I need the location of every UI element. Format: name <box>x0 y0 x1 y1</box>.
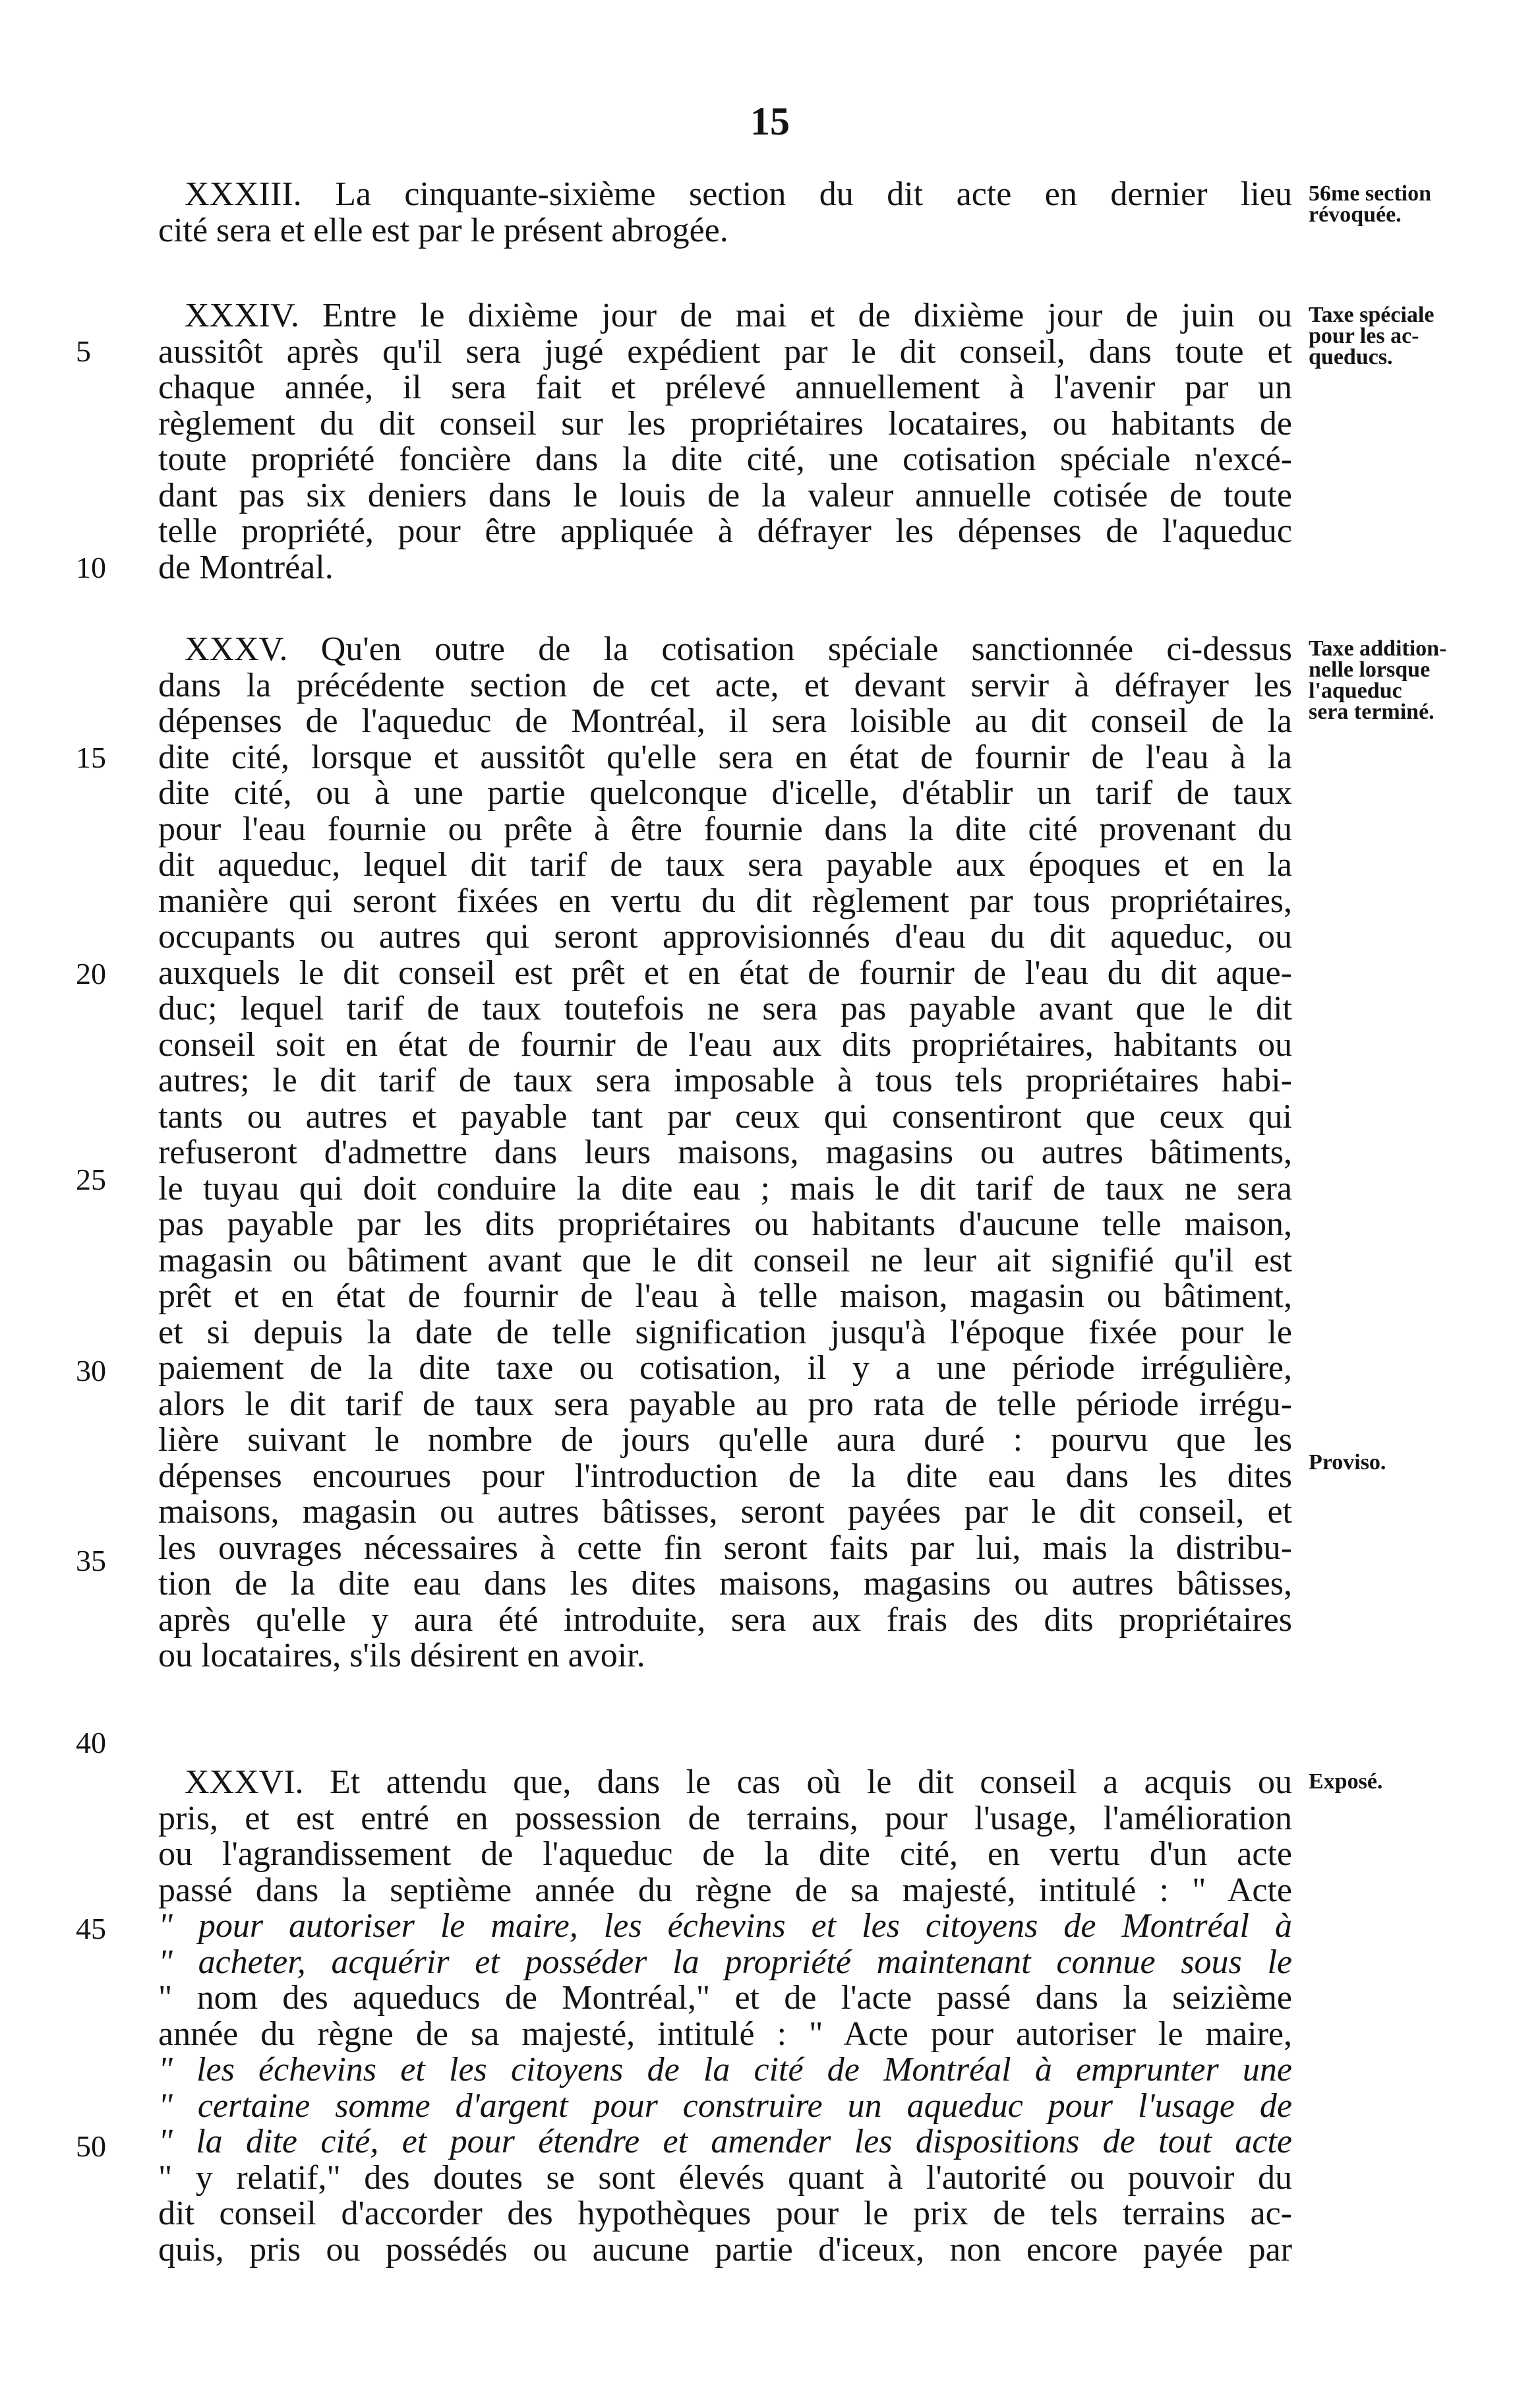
text-line: conseil soit en état de fournir de l'eau aux dits propriétaires, habitants ou <box>158 1025 1292 1064</box>
margin-note-line: révoquée. <box>1309 202 1402 227</box>
section-xxxvi <box>158 1765 1292 2268</box>
page-number: 15 <box>750 100 790 143</box>
text-line: cité sera et elle est par le présent abrogée. <box>158 211 728 249</box>
text-line: " certaine somme d'argent pour construire un aqueduc pour l'usage de <box>158 2087 1292 2125</box>
text-line: paiement de la dite taxe ou cotisation, il y a une période irrégulière, <box>158 1349 1292 1387</box>
text-line: manière qui seront fixées en vertu du dit règlement par tous propriétaires, <box>158 882 1292 920</box>
margin-note-line: Taxe addition- <box>1309 636 1447 661</box>
text-line: et si depuis la date de telle signification jusqu'à l'époque fixée pour le <box>158 1313 1292 1351</box>
text-line: dite cité, ou à une partie quelconque d'icelle, d'établir un tarif de taux <box>158 774 1292 812</box>
text-line: magasin ou bâtiment avant que le dit conseil ne leur ait signifié qu'il est <box>158 1241 1292 1279</box>
margin-note-line: 56me section <box>1309 181 1432 206</box>
margin-note-line: queducs. <box>1309 345 1393 369</box>
text-line: chaque année, il sera fait et prélevé annuellement à l'avenir par un <box>158 369 1292 406</box>
text-line: ou l'agrandissement de l'aqueduc de la dite cité, en vertu d'un acte <box>158 1835 1292 1873</box>
text-line: année du règne de sa majesté, intitulé : " Acte pour autoriser le maire, <box>158 2015 1292 2053</box>
text-line: passé dans la septième année du règne de sa majesté, intitulé : " Acte <box>158 1871 1292 1909</box>
margin-note-line: pour les ac- <box>1309 324 1419 348</box>
margin-note-line: sera terminé. <box>1309 700 1435 724</box>
text-line: " pour autoriser le maire, les échevins et les citoyens de Montréal à <box>158 1907 1292 1945</box>
line-number: 35 <box>76 1544 106 1577</box>
text-line: XXXIV. Entre le dixième jour de mai et de dixième jour de juin ou <box>185 297 1292 334</box>
text-line: " la dite cité, et pour étendre et amender les dispositions de tout acte <box>158 2123 1292 2160</box>
text-line: tion de la dite eau dans les dites maisons, magasins ou autres bâtisses, <box>158 1565 1292 1602</box>
text-line: dite cité, lorsque et aussitôt qu'elle sera en état de fournir de l'eau à la <box>158 738 1292 776</box>
text-line: ou locataires, s'ils désirent en avoir. <box>158 1637 645 1674</box>
text-line: le tuyau qui doit conduire la dite eau ; mais le dit tarif de taux ne sera <box>158 1169 1292 1207</box>
text-line: XXXV. Qu'en outre de la cotisation spéciale sanctionnée ci-dessus <box>185 630 1292 668</box>
margin-note-line: Taxe spéciale <box>1309 303 1435 327</box>
margin-note-line: Exposé. <box>1309 1769 1383 1794</box>
text-line: telle propriété, pour être appliquée à défrayer les dépenses de l'aqueduc <box>158 512 1292 550</box>
line-number: 20 <box>76 957 106 990</box>
margin-note-special-tax <box>1309 305 1526 368</box>
text-line: " acheter, acquérir et posséder la propriété maintenant connue sous le <box>158 1943 1292 1981</box>
text-line: XXXVI. Et attendu que, dans le cas où le dit conseil a acquis ou <box>185 1763 1292 1801</box>
margin-note-line: nelle lorsque <box>1309 657 1431 682</box>
margin-note-proviso <box>1309 1452 1526 1473</box>
margin-note-section-revoked <box>1309 183 1526 226</box>
text-line: dit aqueduc, lequel dit tarif de taux sera payable aux époques et en la <box>158 846 1292 884</box>
text-line: après qu'elle y aura été introduite, sera aux frais des dits propriétaires <box>158 1600 1292 1639</box>
text-line: maisons, magasin ou autres bâtisses, seront payées par le dit conseil, et <box>158 1493 1292 1531</box>
text-line: pris, et est entré en possession de terrains, pour l'usage, l'amélioration <box>158 1799 1292 1837</box>
text-line: dit conseil d'accorder des hypothèques pour le prix de tels terrains ac- <box>158 2195 1292 2232</box>
section-xxxiii <box>158 177 1292 249</box>
line-number: 30 <box>76 1354 106 1387</box>
text-line: dans la précédente section de cet acte, et devant servir à défrayer les <box>158 666 1292 704</box>
text-line: de Montréal. <box>158 548 334 586</box>
line-number: 50 <box>76 2129 106 2163</box>
text-line: les ouvrages nécessaires à cette fin seront faits par lui, mais la distribu- <box>158 1529 1292 1567</box>
text-line: " y relatif," des doutes se sont élevés quant à l'autorité ou pouvoir du <box>158 2158 1292 2197</box>
margin-note-line: Proviso. <box>1309 1450 1386 1475</box>
text-line: occupants ou autres qui seront approvisionnés d'eau du dit aqueduc, ou <box>158 918 1292 956</box>
text-line: prêt et en état de fournir de l'eau à telle maison, magasin ou bâtiment, <box>158 1277 1292 1315</box>
text-line: refuseront d'admettre dans leurs maisons, magasins ou autres bâtiments, <box>158 1134 1292 1171</box>
text-line: auxquels le dit conseil est prêt et en état de fournir de l'eau du dit aque- <box>158 954 1292 992</box>
text-line: tants ou autres et payable tant par ceux qui consentiront que ceux qui <box>158 1097 1292 1136</box>
text-line: toute propriété foncière dans la dite cité, une cotisation spéciale n'excé- <box>158 441 1292 478</box>
text-line: quis, pris ou possédés ou aucune partie d'iceux, non encore payée par <box>158 2230 1292 2269</box>
section-xxxiv <box>158 298 1292 586</box>
text-line: dépenses de l'aqueduc de Montréal, il sera loisible au dit conseil de la <box>158 702 1292 740</box>
line-number: 5 <box>76 334 91 368</box>
text-line: aussitôt après qu'il sera jugé expédient par le dit conseil, dans toute et <box>158 332 1292 371</box>
line-number: 25 <box>76 1163 106 1196</box>
text-line: dant pas six deniers dans le louis de la valeur annuelle cotisée de toute <box>158 476 1292 514</box>
text-line: XXXIII. La cinquante-sixième section du dit acte en dernier lieu <box>185 175 1292 213</box>
line-number: 10 <box>76 551 106 584</box>
text-line: autres; le dit tarif de taux sera imposable à tous tels propriétaires habi- <box>158 1062 1292 1099</box>
text-line: pour l'eau fournie ou prête à être fournie dans la dite cité provenant du <box>158 810 1292 848</box>
margin-note-line: l'aqueduc <box>1309 679 1402 703</box>
text-line: duc; lequel tarif de taux toutefois ne sera pas payable avant que le dit <box>158 990 1292 1027</box>
text-line: lière suivant le nombre de jours qu'elle aura duré : pourvu que les <box>158 1421 1292 1459</box>
margin-note-expose <box>1309 1771 1526 1792</box>
text-line: alors le dit tarif de taux sera payable au pro rata de telle période irrégu- <box>158 1385 1292 1423</box>
line-number: 15 <box>76 741 106 774</box>
text-line: " nom des aqueducs de Montréal," et de l'acte passé dans la seizième <box>158 1979 1292 2017</box>
text-line: règlement du dit conseil sur les propriétaires locataires, ou habitants de <box>158 404 1292 442</box>
line-number: 40 <box>76 1726 106 1759</box>
margin-note-additional-tax <box>1309 638 1526 723</box>
text-line: dépenses encourues pour l'introduction de la dite eau dans les dites <box>158 1457 1292 1495</box>
text-line: pas payable par les dits propriétaires ou habitants d'aucune telle maison, <box>158 1205 1292 1243</box>
section-xxxv <box>158 632 1292 1674</box>
line-number: 45 <box>76 1912 106 1945</box>
text-line: " les échevins et les citoyens de la cité de Montréal à emprunter une <box>158 2051 1292 2088</box>
